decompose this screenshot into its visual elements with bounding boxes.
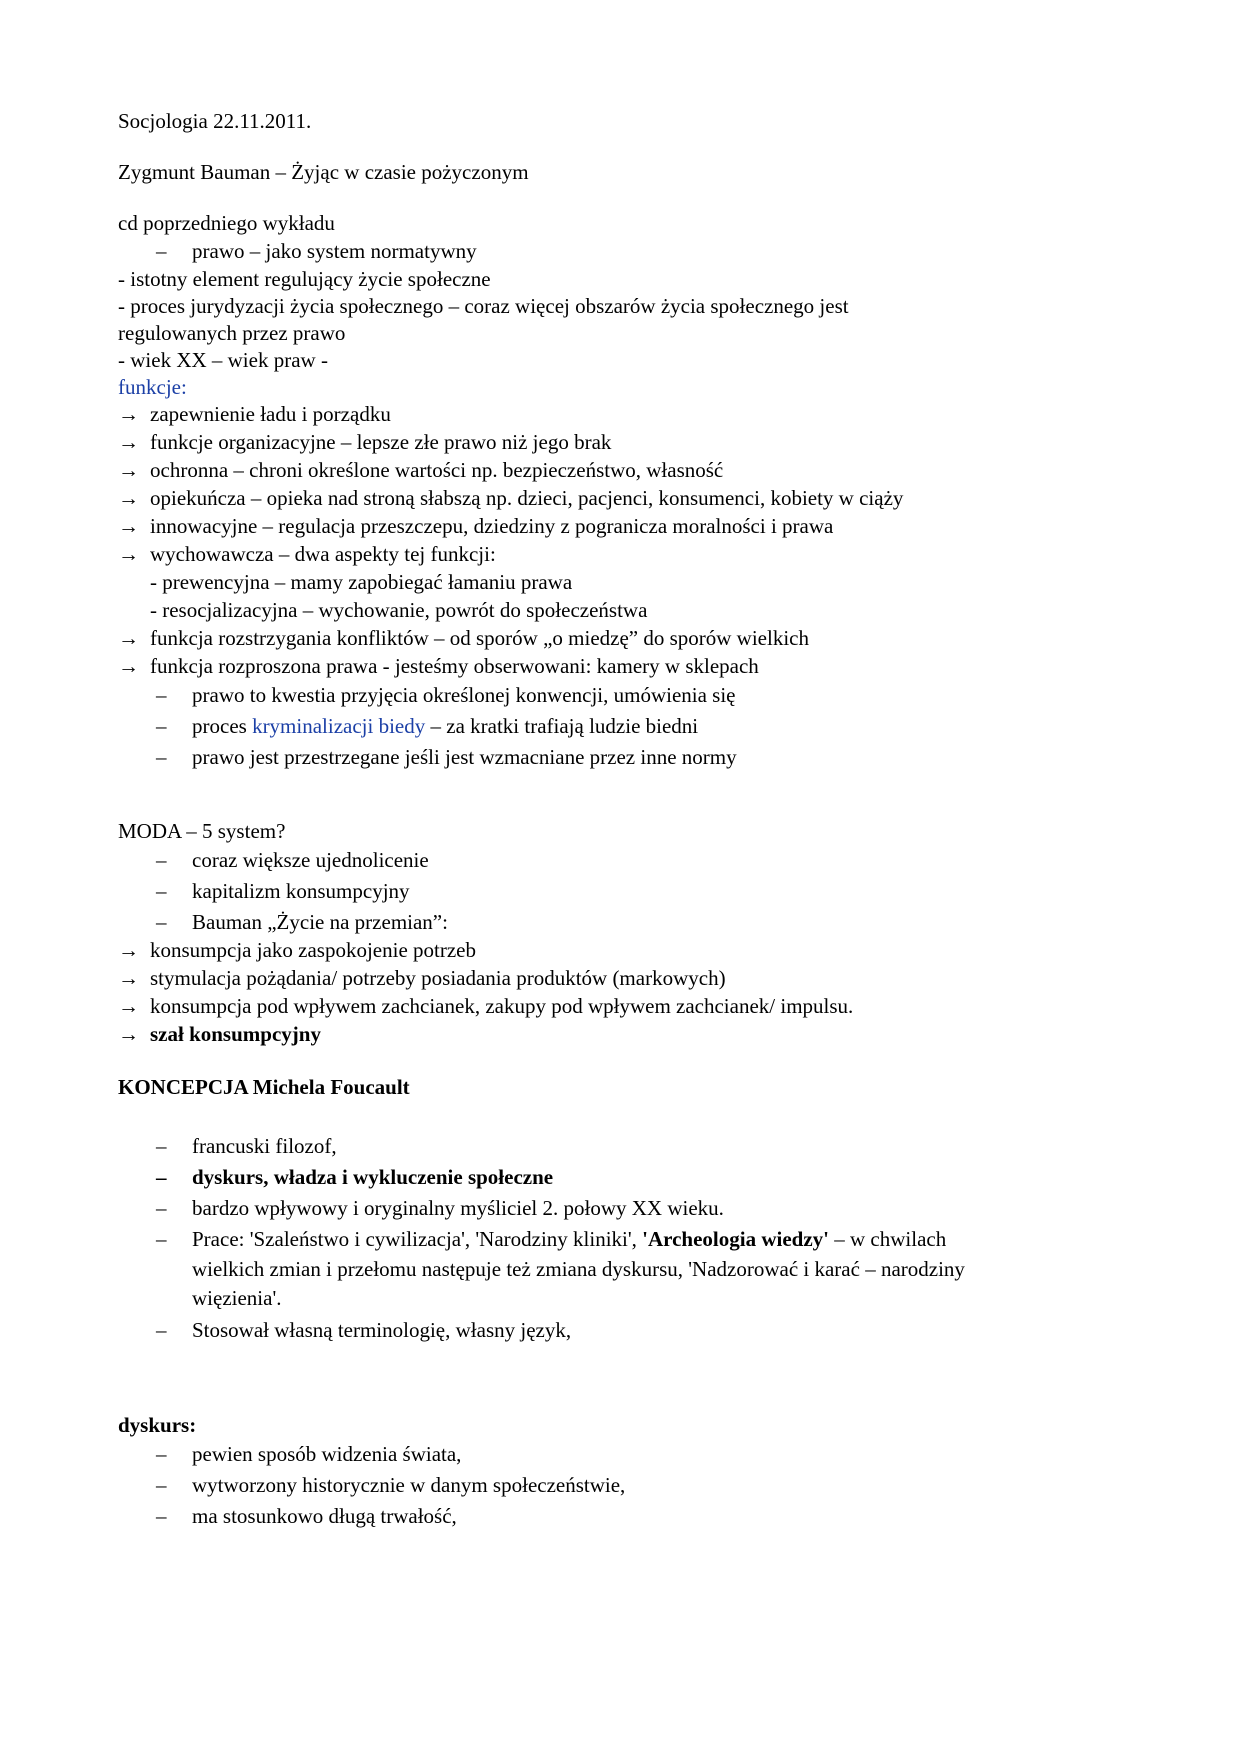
dash-item: – prawo – jako system normatywny [192,237,477,265]
arrow-item [118,992,854,1020]
arrow-item-text: zapewnienie ładu i porządku [150,402,391,426]
dash-item: – Bauman „Życie na przemian”: [192,908,448,936]
arrow-icon: → [118,654,139,678]
highlight-term: kryminalizacji biedy [252,714,426,738]
dash-item: – ma stosunkowo długą trwałość, [192,1502,457,1530]
arrow-icon: → [118,542,139,566]
arrow-icon: → [118,626,139,650]
arrow-item [118,652,759,680]
document-title: Socjologia 22.11.2011. [118,109,312,133]
arrow-item [118,624,809,652]
arrow-item-text: stymulacja pożądania/ potrzeby posiadania produktów (markowych) [150,966,726,990]
arrow-item [118,1020,321,1048]
hyphen-item: - istotny element regulujący życie społeczne [118,267,491,291]
funkcje-heading: funkcje: [118,375,187,399]
intro-line: cd poprzedniego wykładu [118,211,335,235]
dash-item-cont: więzienia'. [192,1286,282,1310]
arrow-icon: → [118,994,139,1018]
dash-item: – kapitalizm konsumpcyjny [192,877,410,905]
dash-item: – wytworzony historycznie w danym społeczeństwie, [192,1471,625,1499]
arrow-item [118,400,391,428]
dash-item: – prawo jest przestrzegane jeśli jest wzmacniane przez inne normy [192,743,737,771]
sub-item: - prewencyjna – mamy zapobiegać łamaniu prawa [150,570,573,594]
bold-title: 'Archeologia wiedzy' [642,1227,830,1251]
arrow-icon: → [118,514,139,538]
arrow-item-text: szał konsumpcyjny [150,1022,321,1046]
arrow-icon: → [118,402,139,426]
arrow-item [118,964,726,992]
arrow-item [118,512,834,540]
dash-item: – prawo to kwestia przyjęcia określonej konwencji, umówienia się [192,681,736,709]
dash-item-text: – za kratki trafiają ludzie biedni [425,714,699,738]
arrow-item-text: opiekuńcza – opieka nad stroną słabszą np. dzieci, pacjenci, konsumenci, kobiety w ciąży [150,486,904,510]
arrow-item-text: ochronna – chroni określone wartości np. bezpieczeństwo, własność [150,458,724,482]
dash-item: – bardzo wpływowy i oryginalny myśliciel 2. połowy XX wieku. [192,1194,724,1222]
arrow-icon: → [118,458,139,482]
arrow-item [118,456,724,484]
arrow-item-text: funkcja rozproszona prawa - jesteśmy obserwowani: kamery w sklepach [150,654,759,678]
arrow-icon: → [118,966,139,990]
dash-item-cont: wielkich zmian i przełomu następuje też zmiana dyskursu, 'Nadzorować i karać – narodziny [192,1257,965,1281]
arrow-item-text: innowacyjne – regulacja przeszczepu, dziedziny z pogranicza moralności i prawa [150,514,834,538]
arrow-icon: → [118,430,139,454]
dash-item [192,1225,946,1253]
dash-item-text: Prace: 'Szaleństwo i cywilizacja', 'Narodziny kliniki', [192,1227,643,1251]
dash-item-text: proces [192,714,253,738]
dash-item: – Stosował własną terminologię, własny język, [192,1316,571,1344]
moda-heading: MODA – 5 system? [118,819,286,843]
arrow-item-text: konsumpcja pod wpływem zachcianek, zakupy pod wpływem zachcianek/ impulsu. [150,994,854,1018]
dash-item: – dyskurs, władza i wykluczenie społeczne [192,1163,553,1191]
hyphen-item: - wiek XX – wiek praw - [118,348,328,372]
arrow-icon: → [118,1022,139,1046]
arrow-icon: → [118,486,139,510]
arrow-item [118,936,476,964]
arrow-icon: → [118,938,139,962]
arrow-item-text: funkcje organizacyjne – lepsze złe prawo niż jego brak [150,430,612,454]
arrow-item [118,484,904,512]
dash-item-text: – w chwilach [829,1227,947,1251]
lecture-subtitle: Zygmunt Bauman – Żyjąc w czasie pożyczonym [118,160,529,184]
dyskurs-heading: dyskurs: [118,1413,197,1437]
arrow-item [118,540,496,568]
dash-item: – coraz większe ujednolicenie [192,846,429,874]
dash-item: – pewien sposób widzenia świata, [192,1440,461,1468]
arrow-item-text: funkcja rozstrzygania konfliktów – od sporów „o miedzę” do sporów wielkich [150,626,809,650]
arrow-item-text: konsumpcja jako zaspokojenie potrzeb [150,938,476,962]
arrow-item [118,428,612,456]
dash-item [192,712,698,740]
arrow-item-text: wychowawcza – dwa aspekty tej funkcji: [150,542,496,566]
foucault-heading: KONCEPCJA Michela Foucault [118,1075,410,1099]
dash-item: – francuski filozof, [192,1132,337,1160]
hyphen-item-cont: regulowanych przez prawo [118,321,346,345]
sub-item: - resocjalizacyjna – wychowanie, powrót do społeczeństwa [150,598,648,622]
hyphen-item: - proces jurydyzacji życia społecznego – coraz więcej obszarów życia społecznego jest [118,294,849,318]
